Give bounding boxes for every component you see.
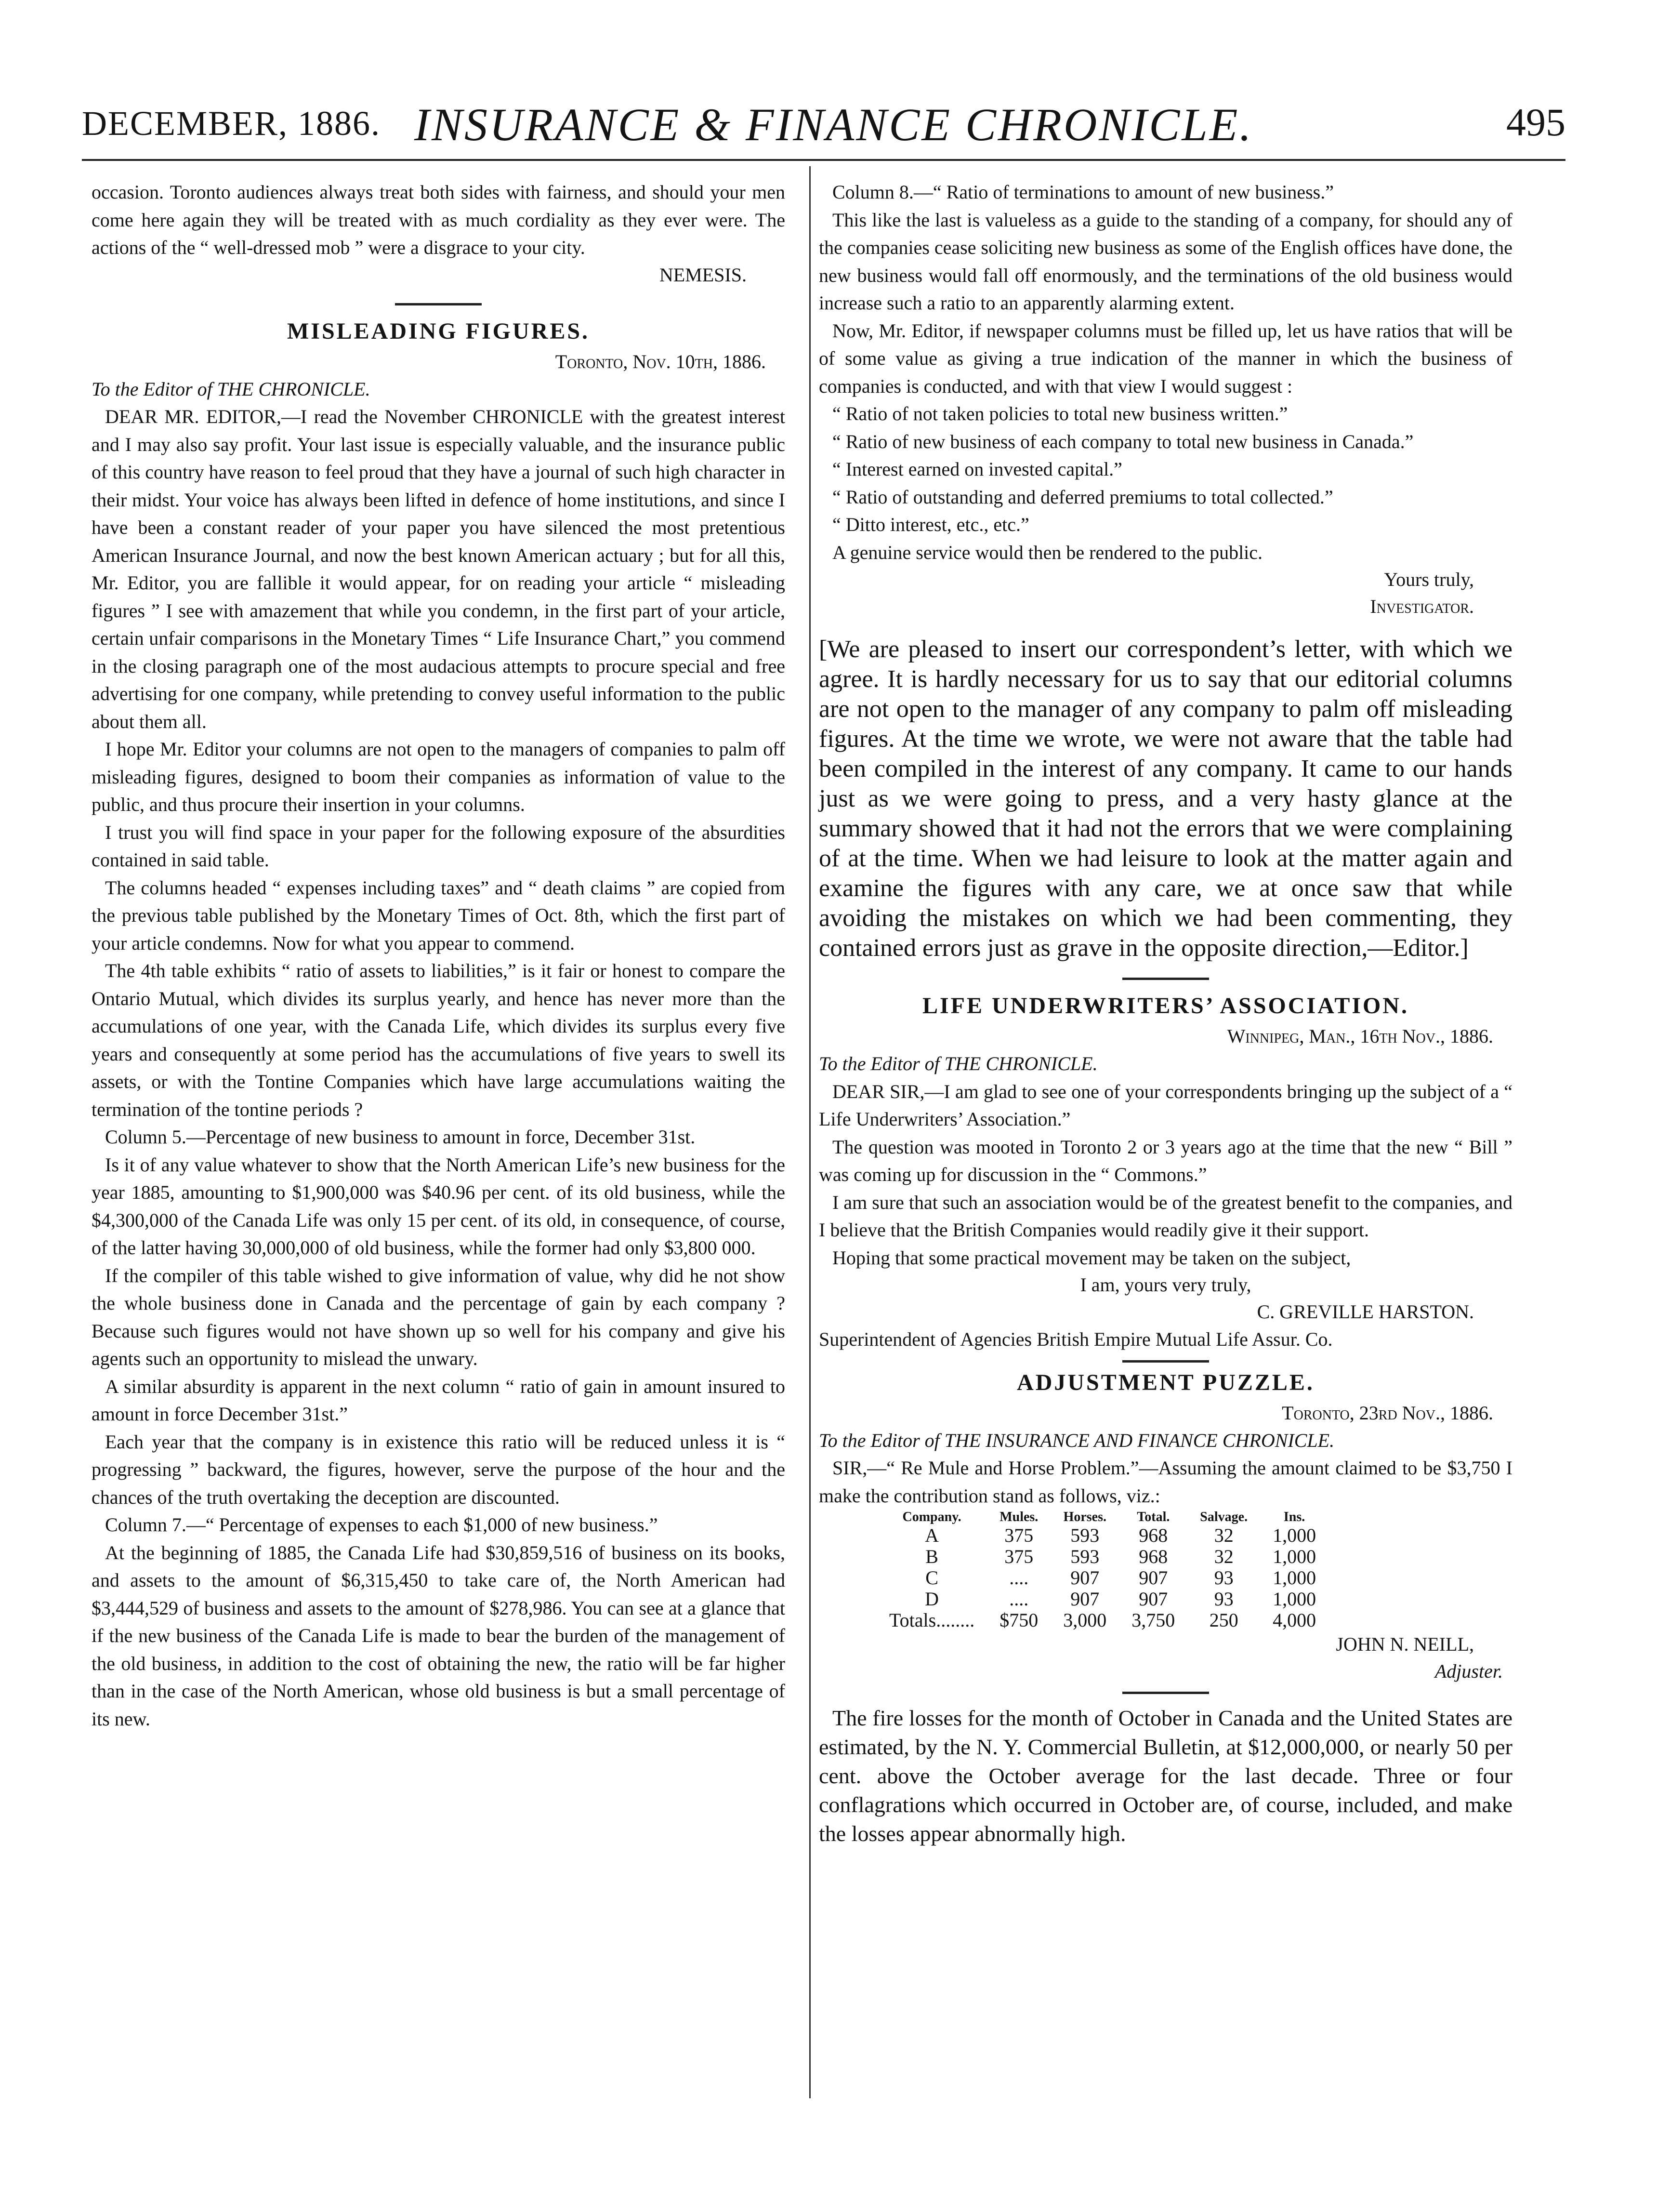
table-cell: 907 [1139,1567,1168,1589]
suggestion-item: “ Ratio of outstanding and deferred premiums to total collected.” [832,486,1333,508]
investigator-signature: Investigator. [1370,596,1474,617]
misleading-figures-dateline: Toronto, Nov. 10th, 1886. [555,350,766,372]
table-cell: .... [1009,1567,1029,1589]
table-row [877,1589,1328,1610]
column-header: Company. [902,1510,961,1524]
table-cell: 1,000 [1273,1524,1316,1546]
table-cell: 907 [1139,1588,1168,1610]
table-cell: $750 [999,1609,1039,1631]
to-editor-line: To the Editor of THE CHRONICLE. [92,378,370,400]
column-header: Horses. [1063,1510,1107,1524]
letter-paragraph: If the compiler of this table wished to give information of value, why did he not show the whole business done in Canada and the percentage of gain by each company ? Because such figures would not have shown up so well for his company and give his agents such an opportunity to mislead the unwary. [92,1264,785,1369]
table-cell: A [925,1524,939,1546]
table-cell: 93 [1214,1588,1234,1610]
page-header [82,99,1585,157]
table-cell: D [925,1588,939,1610]
letter-paragraph: SIR,—“ Re Mule and Horse Problem.”—Assuming the amount claimed to be $3,750 I make the contribution stand as follows, viz.: [819,1457,1512,1507]
table-cell: 907 [1070,1567,1100,1589]
table-row [877,1567,1328,1589]
to-editor-line: To the Editor of THE CHRONICLE. [819,1053,1098,1074]
table-cell: 375 [1004,1546,1034,1567]
table-cell: 593 [1070,1524,1100,1546]
table-cell: 968 [1139,1524,1168,1546]
left-column [92,178,785,1733]
page-number: 495 [1506,100,1565,144]
fire-losses-paragraph: The fire losses for the month of October in Canada and the United States are estimated, by the N. Y. Commercial Bulletin, at $12,000,000, or nearly 50 per cent. above the October average for the last decade. Three or four conflagrations which occurred in October are, of course, included, and make the losses appear abnormally high. [819,1706,1512,1846]
nemesis-paragraph: occasion. Toronto audiences always treat both sides with fairness, and should your men come here again they will be treated with as much cordiality as they ever were. The actions of the “ well-dressed mob ” were a disgrace to your city. [92,181,785,258]
table-cell: 93 [1214,1567,1234,1589]
table-cell: 1,000 [1273,1588,1316,1610]
nemesis-signature: NEMESIS. [659,264,747,286]
header-rule [82,159,1565,161]
life-underwriters-heading: LIFE UNDERWRITERS’ ASSOCIATION. [922,993,1409,1019]
letter-paragraph: Column 8.—“ Ratio of terminations to amount of new business.” [832,181,1334,203]
life-underwriters-dateline: Winnipeg, Man., 16th Nov., 1886. [1227,1025,1493,1047]
letter-paragraph: The columns headed “ expenses including taxes” and “ death claims ” are copied from the previous table published by the Monetary Times of Oct. 8th, which the first part of your article condemns. Now for what you appear to commend. [92,876,785,954]
neill-title: Adjuster. [1434,1660,1503,1682]
right-column [819,178,1512,1848]
table-cell: 968 [1139,1546,1168,1567]
misleading-figures-heading: MISLEADING FIGURES. [287,318,590,344]
suggestion-item: “ Ratio of not taken policies to total new business written.” [832,403,1288,424]
section-rule [395,303,482,305]
letter-paragraph: At the beginning of 1885, the Canada Life had $30,859,516 of business on its books, and assets to the amount of $6,315,450 to take care of, the North American had $3,444,529 of business and assets to the amount of $278,986. You can see at a glance that if the new business of the Canada Life is made to bear the burden of the management of the old business, in addition to the cost of obtaining the new, the ratio will be far higher than in the case of the North American, whose old business is but a small percentage of its new. [92,1541,785,1730]
suggestion-item: “ Interest earned on invested capital.” [832,458,1122,480]
letter-paragraph: Is it of any value whatever to show that the North American Life’s new business for the year 1885, amounting to $1,900,000 was $40.96 per cent. of its old business, while the $4,300,000 of the Canada Life was only 15 per cent. of its old, in consequence, of course, of the latter having 30,000,000 of old business, while the former had only $3,800 000. [92,1153,785,1258]
letter-paragraph: Hoping that some practical movement may be taken on the subject, [832,1246,1351,1269]
harston-title: Superintendent of Agencies British Empire Mutual Life Assur. Co. [819,1328,1333,1350]
adjustment-puzzle-dateline: Toronto, 23rd Nov., 1886. [1282,1402,1493,1424]
table-header-row [877,1510,1328,1525]
table-cell: 593 [1070,1546,1100,1567]
column-header: Total. [1137,1510,1170,1524]
table-cell: 1,000 [1273,1567,1316,1589]
letter-paragraph: Each year that the company is in existence this ratio will be reduced unless it is “ progressing ” backward, the figures, however, serve the purpose of the hour and the chances of the truth overtaking the deception are discounted. [92,1431,785,1508]
table-cell: 375 [1004,1524,1034,1546]
letter-paragraph: The 4th table exhibits “ ratio of assets to liabilities,” is it fair or honest to compare the Ontario Mutual, which divides its surplus yearly, and hence has never more than the accumulations of one year, with the Canada Life, which divides its surplus every five years and consequently at some period has the accumulations of five years to swell its assets, or with the Tontine Companies which have large accumulations waiting the termination of the tontine periods ? [92,960,785,1120]
closing-line: I am, yours very truly, [1080,1274,1251,1296]
section-rule [1122,1360,1209,1363]
column-divider [809,166,811,2098]
letter-paragraph: DEAR MR. EDITOR,—I read the November CHRONICLE with the greatest interest and I may also say profit. Your last issue is especially valuable, and the insurance public of this country have reason to feel proud that they have a journal of such high character in their midst. Your voice has always been lifted in defence of home institutions, and since I have been a constant reader of your paper you have silenced the most pretentious American Insurance Journal, and now the best known American actuary ; but for all this, Mr. Editor, you are fallible it would appear, for on reading your article “ misleading figures ” I see with amazement that while you condemn, in the first part of your article, certain unfair comparisons in the Monetary Times “ Life Insurance Chart,” you commend in the closing paragraph one of the most audacious attempts to procure special and free advertising for one company, while pretending to convey useful information to the public about them all. [92,406,785,732]
letter-paragraph: A similar absurdity is apparent in the next column “ ratio of gain in amount insured to amount in force December 31st.” [92,1375,785,1425]
table-cell: 32 [1214,1524,1234,1546]
totals-row [877,1610,1328,1631]
section-rule [1122,1692,1209,1694]
letter-paragraph: This like the last is valueless as a guide to the standing of a company, for should any of the companies cease soliciting new business as some of the English offices have done, the new business would fall off enormously, and the terminations of the old business would increase such a ratio to an apparently alarming extent. [819,209,1512,314]
journal-title: INSURANCE & FINANCE CHRONICLE. [414,99,1253,150]
harston-signature: C. GREVILLE HARSTON. [1257,1301,1474,1323]
letter-paragraph: Column 7.—“ Percentage of expenses to each $1,000 of new business.” [105,1514,658,1536]
column-header: Mules. [999,1510,1039,1524]
contribution-table [877,1510,1328,1631]
neill-signature: JOHN N. NEILL, [1336,1633,1474,1655]
table-cell: 1,000 [1273,1546,1316,1567]
table-cell: 4,000 [1273,1609,1316,1631]
to-editor-line: To the Editor of THE INSURANCE AND FINANCE CHRONICLE. [819,1429,1335,1451]
table-cell: 907 [1070,1588,1100,1610]
letter-paragraph: DEAR SIR,—I am glad to see one of your correspondents bringing up the subject of a “ Life Underwriters’ Association.” [819,1080,1512,1130]
table-cell: Totals........ [889,1609,975,1631]
adjustment-puzzle-heading: ADJUSTMENT PUZZLE. [1017,1369,1315,1395]
letter-paragraph: I hope Mr. Editor your columns are not open to the managers of companies to palm off misleading figures, designed to boom their companies as information of value to the public, and thus procure their insertion in your columns. [92,738,785,815]
table-cell: 250 [1209,1609,1238,1631]
suggestion-item: “ Ditto interest, etc., etc.” [832,514,1029,535]
table-cell: .... [1009,1588,1029,1610]
table-cell: 32 [1214,1546,1234,1567]
letter-paragraph: I am sure that such an association would be of the greatest benefit to the companies, and I believe that the British Companies would readily give it their support. [819,1191,1512,1241]
letter-paragraph: Now, Mr. Editor, if newspaper columns must be filled up, let us have ratios that will be of some value as giving a true indication of the manner in which the business of companies is conducted, and with that view I would suggest : [819,319,1512,397]
closing-line: Yours truly, [1384,569,1474,590]
table-row [877,1546,1328,1567]
table-cell: B [925,1546,938,1567]
table-cell: 3,750 [1131,1609,1175,1631]
section-rule [1122,978,1209,980]
table-cell: 3,000 [1063,1609,1107,1631]
table-row [877,1525,1328,1546]
column-header: Ins. [1283,1510,1305,1524]
editor-note: [We are pleased to insert our correspondent’s letter, with which we agree. It is hardly necessary for us to say that our editorial columns are not open to the manager of any company to palm off misleading figures. At the time we wrote, we were not aware that the table had been compiled in the interest of any company. It came to our hands just as we were going to press, and a very hasty glance at the summary showed that it had not the errors that we were complaining of at the time. When we had leisure to look at the matter again and examine the figures with any care, we at once saw that while avoiding the mistakes on which we had been commenting, they contained errors just as grave in the opposite direction,—Editor.] [819,636,1512,962]
column-header: Salvage. [1200,1510,1248,1524]
table-cell: C [925,1567,938,1589]
suggestion-item: “ Ratio of new business of each company to total new business in Canada.” [832,430,1414,452]
letter-paragraph: The question was mooted in Toronto 2 or 3 years ago at the time that the new “ Bill ” was coming up for discussion in the “ Commons.” [819,1136,1512,1185]
issue-date: DECEMBER, 1886. [82,104,381,143]
letter-paragraph: A genuine service would then be rendered to the public. [832,541,1263,563]
letter-paragraph: Column 5.—Percentage of new business to amount in force, December 31st. [105,1126,696,1148]
letter-paragraph: I trust you will find space in your paper for the following exposure of the absurdities contained in said table. [92,821,785,871]
